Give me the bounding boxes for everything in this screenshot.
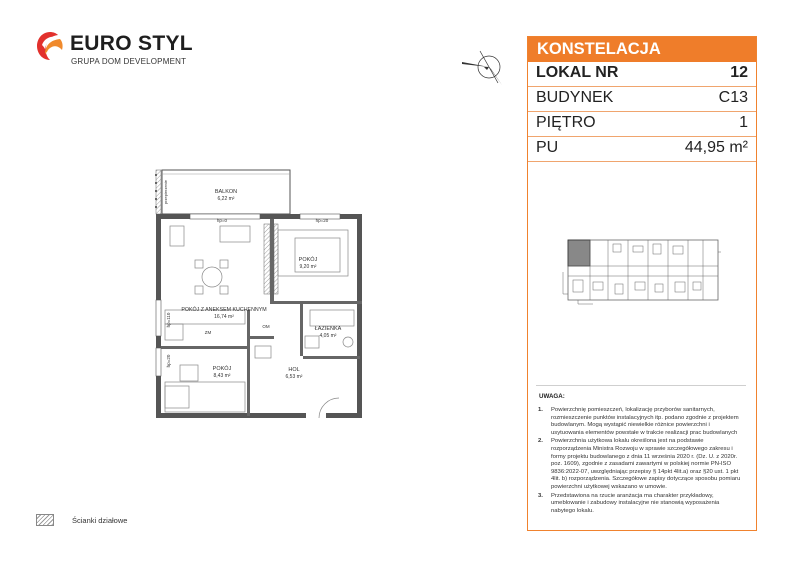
notes-title: UWAGA: [539, 393, 565, 400]
room-area: 9,20 m² [299, 264, 317, 270]
room-area: 8,43 m² [213, 373, 231, 379]
info-row-lokal [528, 62, 756, 87]
legend-label: Ścianki działowe [72, 516, 128, 525]
room-label: ŁAZIENKA [314, 326, 342, 332]
info-row-budynek [528, 87, 756, 112]
info-row-pu [528, 137, 756, 162]
height-label: hp=0 [216, 218, 228, 223]
notes-list [538, 407, 743, 516]
floor-plan [150, 160, 370, 422]
note-number: 2. [538, 438, 543, 445]
height-label: hp=20 [315, 218, 329, 223]
euro-styl-logo-icon [36, 31, 64, 61]
note-number: 3. [538, 492, 543, 499]
brand-name: EURO STYL [70, 32, 193, 55]
room-label: BALKON [214, 189, 238, 195]
meter-label: ZM [204, 330, 212, 335]
note-item [538, 438, 743, 491]
notes-divider [536, 385, 746, 386]
note-item [538, 407, 743, 437]
room-label: POKÓJ Z ANEKSEM KUCHENNYM [181, 307, 267, 313]
info-value: C13 [718, 89, 748, 106]
note-item [538, 493, 743, 516]
room-area: 4,05 m² [319, 333, 337, 339]
room-area: 6,22 m² [217, 196, 235, 202]
apartment-info-panel [527, 36, 757, 531]
note-number: 1. [538, 407, 543, 413]
height-label: hp=110 [166, 312, 171, 328]
room-label: POKÓJ [212, 366, 232, 372]
brand-subtitle: GRUPA DOM DEVELOPMENT [71, 57, 187, 66]
info-value: 12 [730, 64, 748, 81]
height-label: hp=20 [166, 354, 171, 368]
info-key: LOKAL NR [536, 64, 619, 81]
info-key: BUDYNEK [536, 89, 614, 106]
project-name: KONSTELACJA [528, 37, 756, 62]
note-text: Powierzchnię pomieszczeń, lokalizację przyborów sanitarnych, rozmieszczenie punktów instalacyjnych itp. podano zgodnie z projektem budowlanym. Mogą wystąpić niewielkie różnice powierzchni i usytuowania elementów powstałe w trakcie realizacji prac budowlanych [551, 407, 739, 436]
partition-label: przepierzenie [163, 179, 168, 205]
room-area: 6,53 m² [285, 374, 303, 380]
info-key: PIĘTRO [536, 114, 596, 131]
info-value: 44,95 m² [684, 139, 748, 156]
partition-wall-swatch [36, 514, 54, 526]
building-key-plan [553, 232, 721, 312]
room-label: POKÓJ [298, 257, 318, 263]
room-area: 16,74 m² [214, 314, 234, 320]
note-text: Powierzchnia użytkowa lokalu określona jest na podstawie rozporządzenia Ministra Rozwoju w sprawie szczegółowego zakresu i formy projektu budowlanego z dnia 11 września 2020 r. (Dz. U. z 2020r. poz. 1609), zgodnie z zasadami zawartymi w polskiej normie PN-ISO 9836:2022-07, uwzględniając przepisy § 14pkt 4lit.a) oraz §20 ust. 1 pkt 4lit. b) rozporządzenia. Szczegółowe zapisy dotyczące sposobu pomiaru powierzchni użytkowej wskazano w umowie. [551, 438, 741, 490]
info-row-pietro [528, 112, 756, 137]
info-key: PU [536, 139, 559, 156]
meter-label: OM [262, 324, 270, 329]
info-value: 1 [739, 114, 748, 131]
room-label: HOL [288, 367, 300, 373]
north-arrow-icon [462, 45, 512, 90]
brand-logo [36, 31, 193, 67]
note-text: Przedstawiona na rzucie aranżacja ma charakter przykładowy, umeblowanie i zabudowy instalacyjne nie stanowią wyposażenia nabytego lokalu. [551, 492, 720, 514]
